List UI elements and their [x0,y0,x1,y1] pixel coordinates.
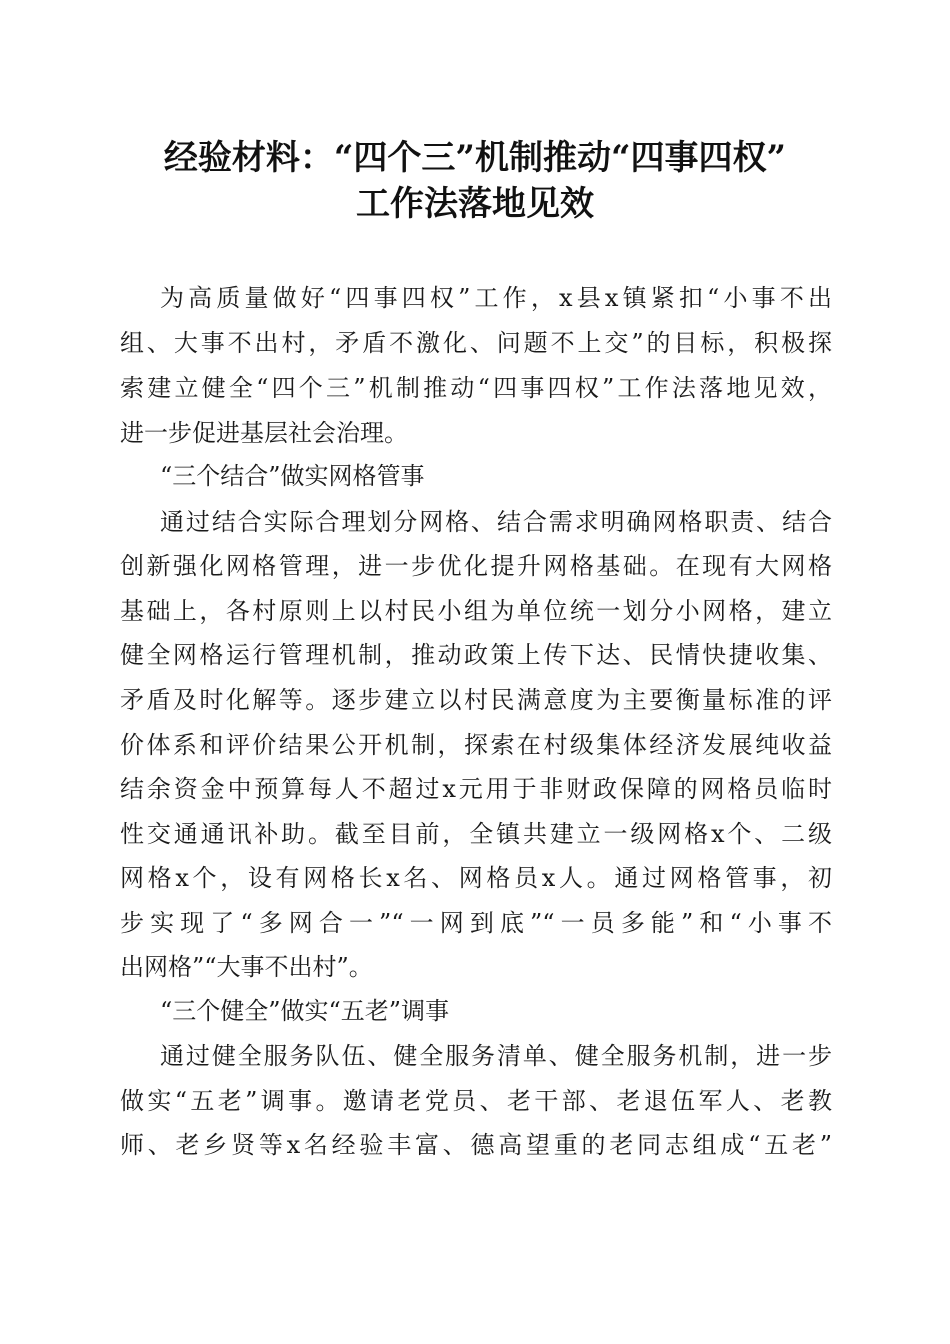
paragraph-2-line: 性交通通讯补助。截至目前，全镇共建立一级网格x个、二级 [120,820,832,848]
paragraph-1-line: 进一步促进基层社会治理。 [120,419,408,447]
paragraph-1-line: 索建立健全“四个三”机制推动“四事四权”工作法落地见效， [120,374,832,402]
document-title-line-2: 工作法落地见效 [356,184,594,224]
paragraph-3-line: 做实“五老”调事。邀请老党员、老干部、老退伍军人、老教 [120,1087,832,1115]
paragraph-2-line: 矛盾及时化解等。逐步建立以村民满意度为主要衡量标准的评 [120,686,832,714]
section-heading-1: “三个结合”做实网格管事 [160,462,425,490]
paragraph-3-line: 师、老乡贤等x名经验丰富、德高望重的老同志组成“五老” [120,1131,832,1159]
paragraph-2-line: 结余资金中预算每人不超过x元用于非财政保障的网格员临时 [120,775,832,803]
paragraph-1-line: 组、大事不出村，矛盾不激化、问题不上交”的目标，积极探 [120,329,832,357]
paragraph-2-line: 价体系和评价结果公开机制，探索在村级集体经济发展纯收益 [120,731,832,759]
paragraph-2-line: 创新强化网格管理，进一步优化提升网格基础。在现有大网格 [120,552,832,580]
paragraph-1-line: 为高质量做好“四事四权”工作，x县x镇紧扣“小事不出 [160,284,832,312]
paragraph-2-line: 网格x个，设有网格长x名、网格员x人。通过网格管事，初 [120,864,832,892]
paragraph-3-line: 通过健全服务队伍、健全服务清单、健全服务机制，进一步 [160,1042,832,1070]
paragraph-2-line: 步实现了“多网合一”“一网到底”“一员多能”和“小事不 [120,909,832,937]
paragraph-2-line: 基础上，各村原则上以村民小组为单位统一划分小网格，建立 [120,597,832,625]
paragraph-2-line: 通过结合实际合理划分网格、结合需求明确网格职责、结合 [160,508,832,536]
document-title-line-1: 经验材料：“四个三”机制推动“四事四权” [163,138,787,178]
section-heading-2: “三个健全”做实“五老”调事 [160,997,450,1025]
paragraph-2-line: 出网格”“大事不出村”。 [120,953,373,981]
paragraph-2-line: 健全网格运行管理机制，推动政策上传下达、民情快捷收集、 [120,641,832,669]
